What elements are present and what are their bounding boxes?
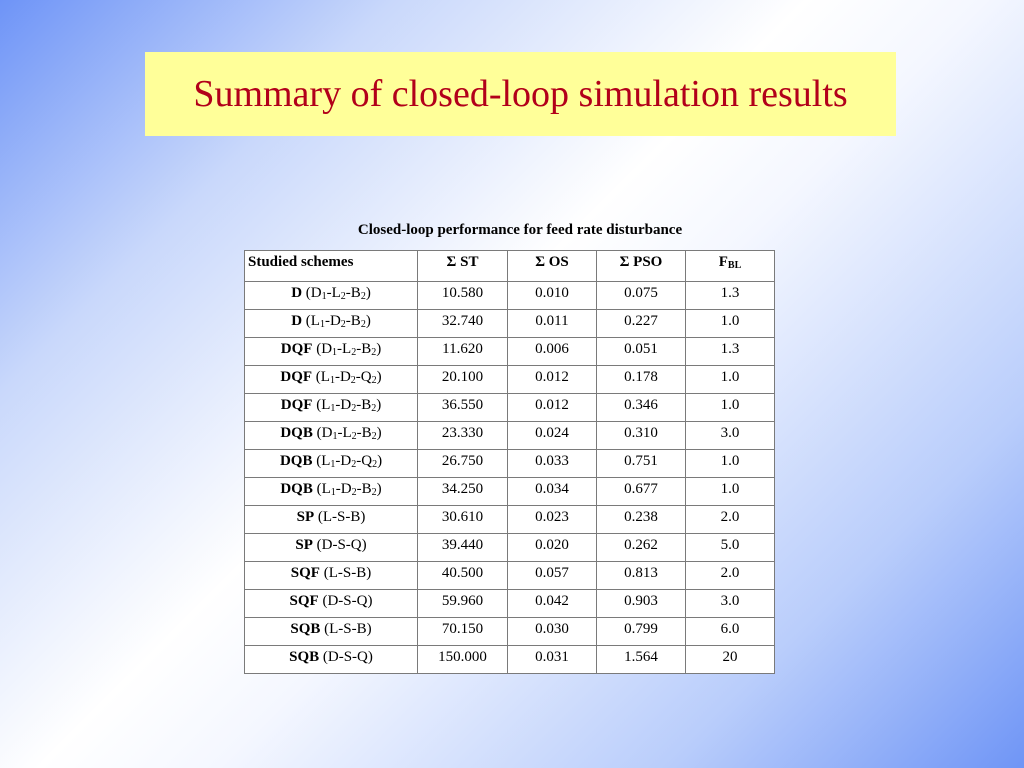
scheme-name: D: [291, 313, 303, 329]
header-row: [245, 251, 775, 282]
cell-pso: 0.903: [597, 590, 686, 618]
scheme-config: $(D_1-L_2-B_2)$: [316, 341, 382, 358]
cell-pso: 0.677: [597, 478, 686, 506]
cell-os: 0.030: [508, 618, 597, 646]
cell-os: 0.020: [508, 534, 597, 562]
cell-os: 0.024: [508, 422, 597, 450]
cell-st: 10.580: [418, 282, 508, 310]
cell-st: 59.960: [418, 590, 508, 618]
cell-fbl: 1.3: [686, 282, 775, 310]
cell-pso: 0.813: [597, 562, 686, 590]
cell-st: 70.150: [418, 618, 508, 646]
cell-fbl: 1.0: [686, 366, 775, 394]
table-row: [245, 366, 775, 394]
table-row: [245, 562, 775, 590]
scheme-name: DQB: [280, 481, 313, 497]
cell-pso: 0.051: [597, 338, 686, 366]
cell-scheme: [245, 422, 418, 450]
cell-fbl: 1.0: [686, 310, 775, 338]
cell-st: 26.750: [418, 450, 508, 478]
cell-scheme: [245, 618, 418, 646]
cell-scheme: [245, 590, 418, 618]
cell-os: 0.010: [508, 282, 597, 310]
cell-scheme: [245, 506, 418, 534]
scheme-name: SQF: [289, 593, 319, 609]
title-box: [145, 52, 896, 136]
cell-pso: 0.751: [597, 450, 686, 478]
scheme-config: (L-S-B): [324, 621, 372, 637]
cell-os: 0.006: [508, 338, 597, 366]
cell-fbl: 1.0: [686, 478, 775, 506]
cell-scheme: [245, 366, 418, 394]
scheme-config: (L-S-B): [317, 509, 366, 525]
cell-os: 0.042: [508, 590, 597, 618]
cell-st: 34.250: [418, 478, 508, 506]
cell-st: 30.610: [418, 506, 508, 534]
scheme-config: $(L_1-D_2-Q_2)$: [316, 453, 383, 470]
cell-os: 0.057: [508, 562, 597, 590]
header-fbl: $F_{BL}$: [686, 251, 775, 282]
scheme-config: (L-S-B): [323, 565, 372, 581]
scheme-name: DQF: [280, 369, 313, 385]
scheme-config: $(D_1-L_2-B_2)$: [305, 285, 371, 302]
cell-pso: 0.178: [597, 366, 686, 394]
cell-pso: 0.310: [597, 422, 686, 450]
cell-fbl: 20: [686, 646, 775, 674]
cell-scheme: [245, 282, 418, 310]
cell-st: 11.620: [418, 338, 508, 366]
scheme-config: $(L_1-D_2-B_2)$: [305, 313, 371, 330]
table-row: [245, 506, 775, 534]
table-row: [245, 450, 775, 478]
cell-st: 36.550: [418, 394, 508, 422]
cell-pso: 0.346: [597, 394, 686, 422]
cell-fbl: 3.0: [686, 590, 775, 618]
scheme-name: SQB: [289, 649, 320, 665]
cell-scheme: [245, 646, 418, 674]
cell-st: 150.000: [418, 646, 508, 674]
cell-scheme: [245, 310, 418, 338]
cell-os: 0.023: [508, 506, 597, 534]
cell-st: 40.500: [418, 562, 508, 590]
header-st: Σ ST: [418, 251, 508, 282]
scheme-name: SP: [295, 537, 313, 553]
scheme-name: DQF: [280, 397, 313, 413]
cell-os: 0.012: [508, 366, 597, 394]
cell-fbl: 2.0: [686, 562, 775, 590]
cell-os: 0.012: [508, 394, 597, 422]
cell-os: 0.011: [508, 310, 597, 338]
scheme-config: $(L_1-D_2-B_2)$: [316, 481, 382, 498]
cell-fbl: 1.3: [686, 338, 775, 366]
cell-os: 0.034: [508, 478, 597, 506]
cell-pso: 1.564: [597, 646, 686, 674]
scheme-config: $(L_1-D_2-B_2)$: [316, 397, 382, 414]
scheme-config: $(D_1-L_2-B_2)$: [316, 425, 382, 442]
table-row: [245, 422, 775, 450]
slide-title: Summary of closed-loop simulation results: [193, 73, 848, 115]
cell-st: 20.100: [418, 366, 508, 394]
header-os: Σ OS: [508, 251, 597, 282]
table-caption: Closed-loop performance for feed rate disturbance: [357, 222, 683, 238]
scheme-config: $(L_1-D_2-Q_2)$: [315, 369, 382, 386]
cell-fbl: 3.0: [686, 422, 775, 450]
scheme-name: SP: [296, 509, 315, 525]
table-row: [245, 618, 775, 646]
cell-pso: 0.799: [597, 618, 686, 646]
scheme-name: DQB: [280, 425, 313, 441]
scheme-name: SQB: [290, 621, 321, 637]
cell-scheme: [245, 450, 418, 478]
cell-fbl: 1.0: [686, 450, 775, 478]
scheme-config: (D-S-Q): [322, 593, 373, 609]
scheme-name: DQF: [280, 341, 313, 357]
header-pso: Σ PSO: [597, 251, 686, 282]
cell-fbl: 1.0: [686, 394, 775, 422]
cell-scheme: [245, 562, 418, 590]
cell-pso: 0.262: [597, 534, 686, 562]
cell-st: 32.740: [418, 310, 508, 338]
table-row: [245, 394, 775, 422]
cell-pso: 0.238: [597, 506, 686, 534]
cell-st: 23.330: [418, 422, 508, 450]
cell-pso: 0.075: [597, 282, 686, 310]
cell-fbl: 5.0: [686, 534, 775, 562]
scheme-config: (D-S-Q): [316, 537, 367, 553]
cell-scheme: [245, 394, 418, 422]
cell-fbl: 6.0: [686, 618, 775, 646]
cell-os: 0.031: [508, 646, 597, 674]
table-row: [245, 338, 775, 366]
cell-st: 39.440: [418, 534, 508, 562]
table-row: [245, 590, 775, 618]
results-table: [244, 250, 775, 674]
table-row: [245, 534, 775, 562]
table-row: [245, 282, 775, 310]
table-row: [245, 478, 775, 506]
scheme-name: D: [291, 285, 303, 301]
cell-pso: 0.227: [597, 310, 686, 338]
scheme-name: SQF: [290, 565, 320, 581]
scheme-name: DQB: [279, 453, 313, 469]
scheme-config: (D-S-Q): [322, 649, 373, 665]
cell-fbl: 2.0: [686, 506, 775, 534]
cell-os: 0.033: [508, 450, 597, 478]
table-row: [245, 646, 775, 674]
cell-scheme: [245, 478, 418, 506]
cell-scheme: [245, 534, 418, 562]
table-row: [245, 310, 775, 338]
header-scheme: Studied schemes: [245, 251, 418, 282]
cell-scheme: [245, 338, 418, 366]
